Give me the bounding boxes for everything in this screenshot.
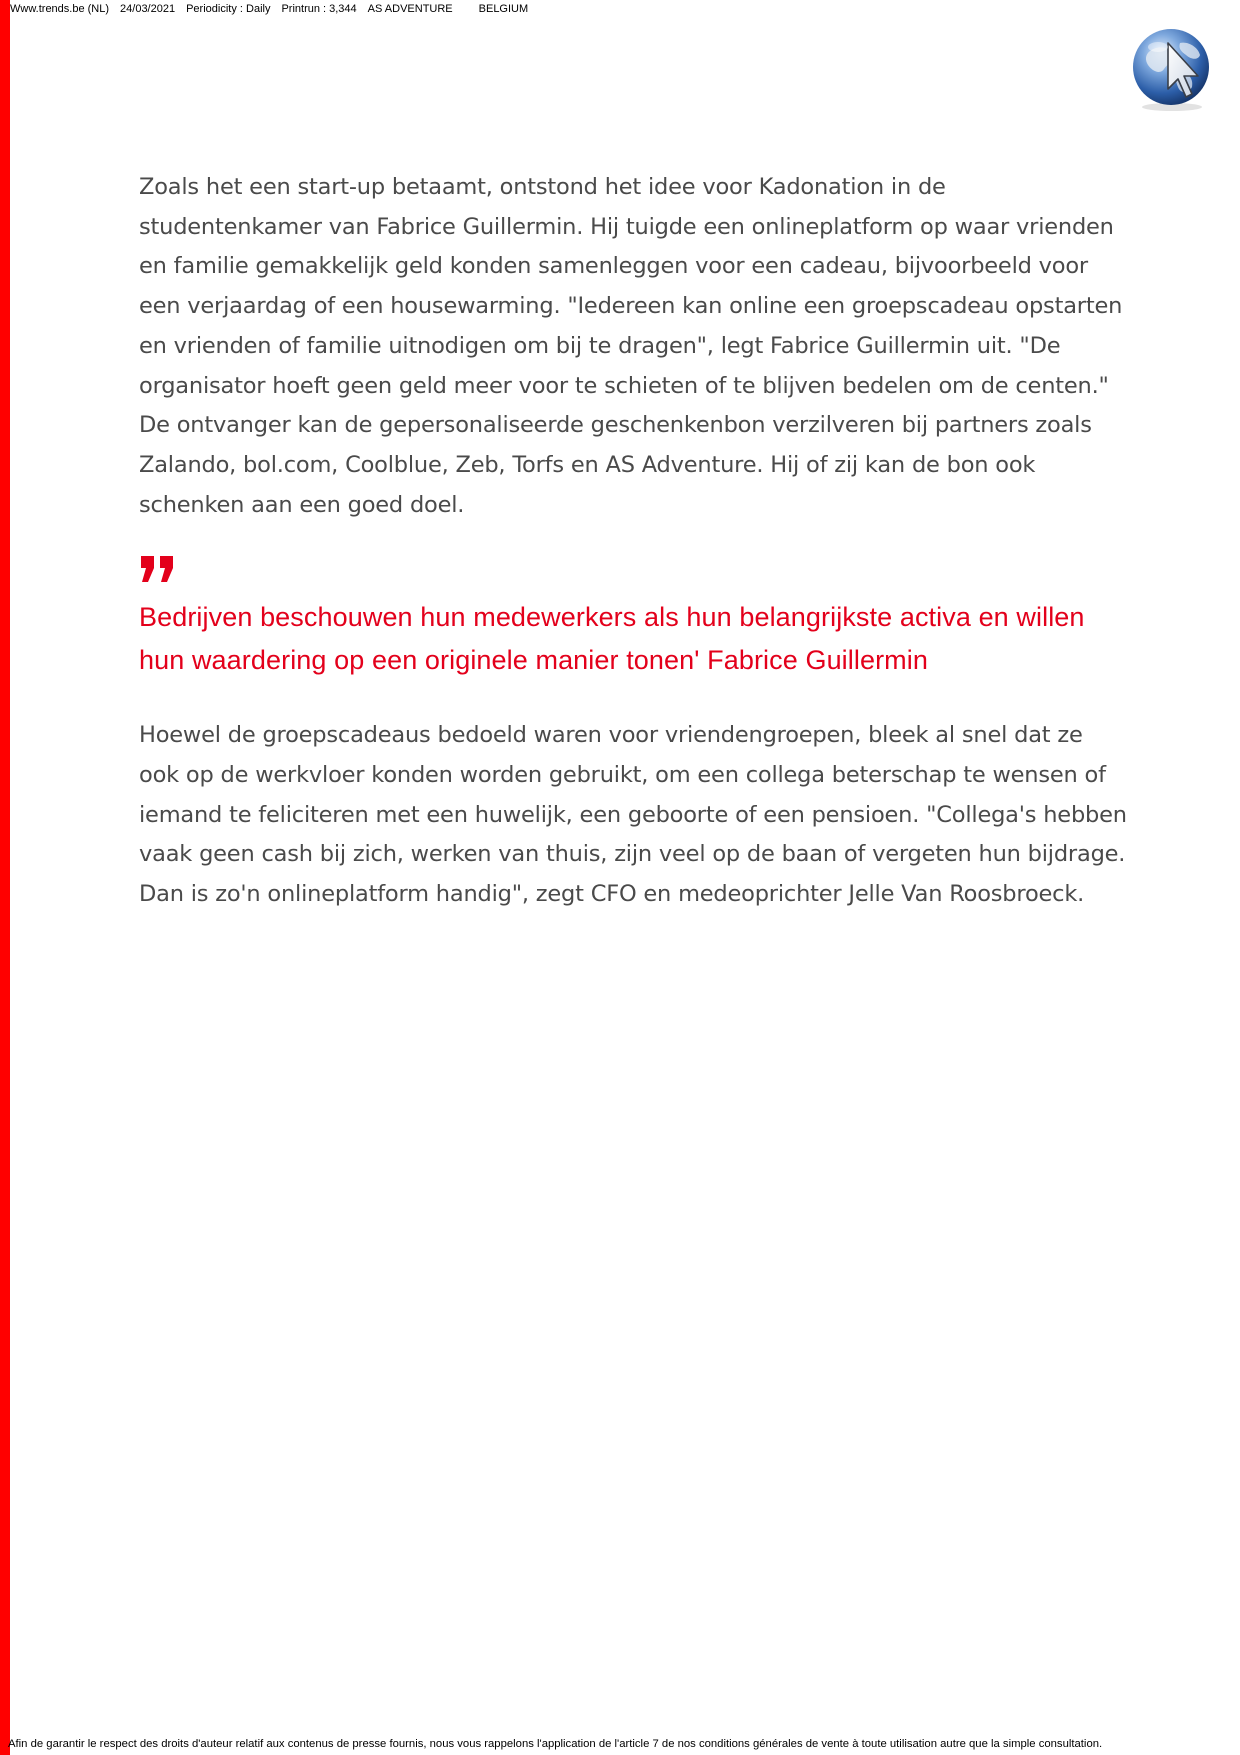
left-margin-bar	[0, 0, 10, 1755]
header-client: AS ADVENTURE	[367, 3, 453, 15]
article-paragraph-2: Hoewel de groepscadeaus bedoeld waren voor vriendengroepen, bleek al snel dat ze ook op de werkvloer konden worden gebruikt, om een collega beterschap te wensen of iemand te feliciteren met een huwelijk, een geboorte of een pensioen. "Collega's hebben vaak geen cash bij zich, werken van thuis, zijn veel op de baan of vergeten hun bijdrage. Dan is zo'n onlineplatform handig", zegt CFO en medeoprichter Jelle Van Roosbroeck.	[139, 722, 1127, 908]
press-clipping-header	[10, 3, 528, 15]
copyright-disclaimer: Afin de garantir le respect des droits d'auteur relatif aux contenus de presse fournis, nous vous rappelons l'application de l'article 7 de nos conditions générales de vente à toute utilisation autre que la simple consultation.	[8, 1738, 1103, 1750]
article-paragraph-1: Zoals het een start-up betaamt, ontstond het idee voor Kadonation in de studentenkamer van Fabrice Guillermin. Hij tuigde een onlineplatform op waar vrienden en familie gemakkelijk geld konden samenleggen voor een cadeau, bijvoorbeeld voor een verjaardag of een housewarming. "Iedereen kan online een groepscadeau opstarten en vrienden of familie uitnodigen om bij te dragen", legt Fabrice Guillermin uit. "De organisator hoeft geen geld meer voor te schieten of te blijven bedelen om de centen." De ontvanger kan de gepersonaliseerde geschenkenbon verzilveren bij partners zoals Zalando, bol.com, Coolblue, Zeb, Torfs en AS Adventure. Hij of zij kan de bon ook schenken aan een goed doel.	[139, 174, 1123, 518]
pull-quote: Bedrijven beschouwen hun medewerkers als hun belangrijkste activa en willen hun waardering op een originele manier tonen' Fabrice Guillermin	[139, 602, 1085, 676]
header-periodicity: Periodicity : Daily	[186, 3, 271, 15]
header-country: BELGIUM	[478, 3, 529, 15]
quote-mark-icon	[139, 554, 1129, 594]
globe-cursor-icon	[1128, 27, 1214, 113]
header-date: 24/03/2021	[120, 3, 176, 15]
article-body	[139, 168, 1129, 915]
header-source: Www.trends.be (NL)	[10, 3, 110, 15]
header-printrun: Printrun : 3,344	[281, 3, 357, 15]
